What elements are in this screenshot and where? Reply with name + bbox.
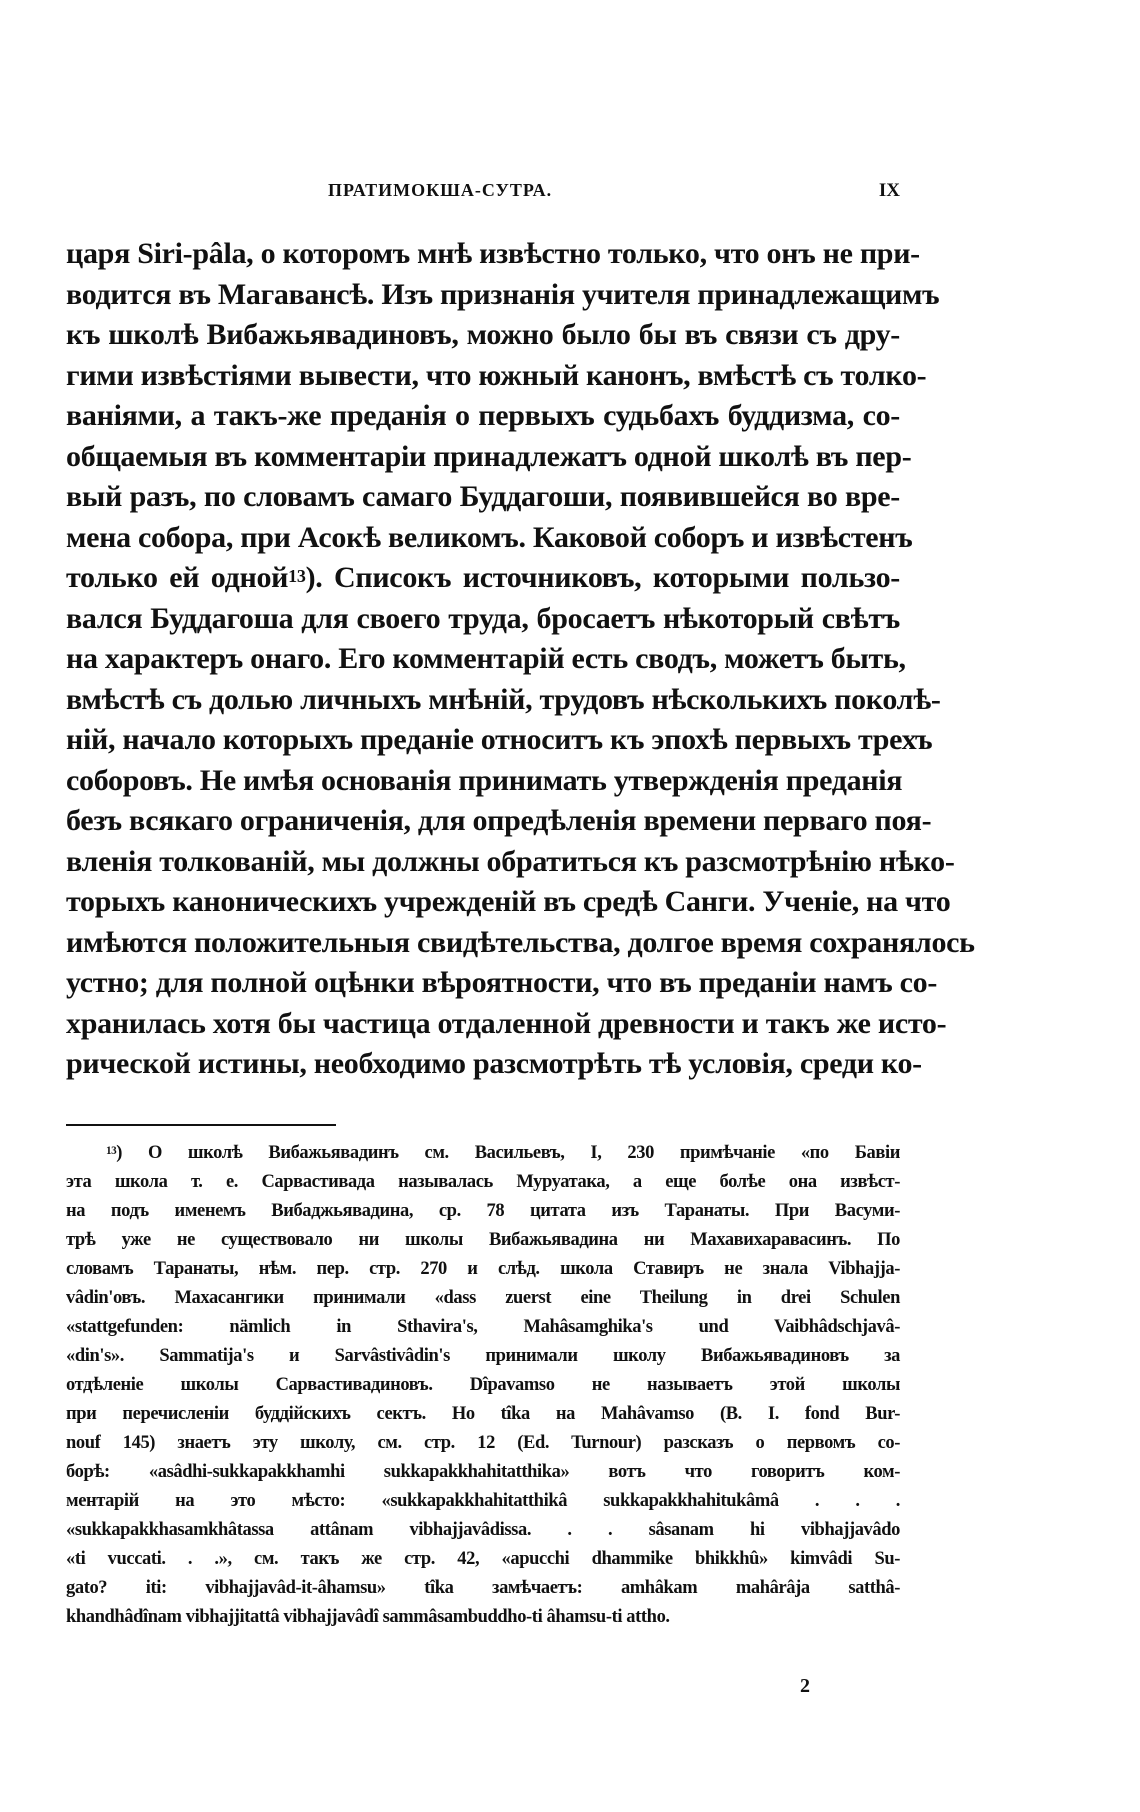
footnote-line: трѣ уже не существовало ни школы Вибажьявадина ни Махавихаравасинъ. По xyxy=(66,1230,900,1250)
body-line: мена собора, при Асокѣ великомъ. Каковой соборъ и извѣстенъ xyxy=(66,520,913,554)
footnote-line: «stattgefunden: nämlich in Sthavira's, Mahâsamghika's und Vaibhâdschjavâ- xyxy=(66,1317,900,1337)
footnote-divider xyxy=(66,1124,336,1126)
body-line: вый разъ, по словамъ самаго Буддагоши, появившейся во вре- xyxy=(66,480,900,513)
footnote-line: «din's». Sammatija's и Sarvâstivâdin's принимали школу Вибажьявадиновъ за xyxy=(66,1346,900,1366)
footnote-line: vâdin'овъ. Махасангики принимали «dass zuerst eine Theilung in drei Schulen xyxy=(66,1288,900,1308)
body-line: рической истины, необходимо разсмотрѣть тѣ условія, среди ко- xyxy=(66,1047,922,1080)
body-line: общаемыя въ комментаріи принадлежатъ одной школѣ въ пер- xyxy=(66,439,912,473)
body-line: имѣются положительныя свидѣтельства, долгое время сохранялось xyxy=(66,925,975,959)
signature-mark: 2 xyxy=(800,1675,810,1697)
footnote-line: nouf 145) знаетъ эту школу, см. стр. 12 (Ed. Turnour) разсказъ о первомъ со- xyxy=(66,1433,900,1453)
body-line: безъ всякаго ограниченія, для опредѣленія времени перваго поя- xyxy=(66,804,932,837)
footnote-line: борѣ: «asâdhi-sukkapakkhamhi sukkapakkhahitatthika» вотъ что говоритъ ком- xyxy=(66,1462,900,1482)
body-line: на характеръ онаго. Его комментарій есть сводъ, можетъ быть, xyxy=(66,642,906,675)
body-line: ній, начало которыхъ преданіе относитъ къ эпохѣ первыхъ трехъ xyxy=(66,723,933,756)
body-line-with-note xyxy=(66,558,900,599)
body-text xyxy=(66,234,975,1085)
footnote-line: gato? iti: vibhajjavâd-it-âhamsu» tîka замѣчаетъ: amhâkam mahârâja satthâ- xyxy=(66,1578,900,1598)
body-line: водится въ Магавансѣ. Изъ признанія учителя принадлежащимъ xyxy=(66,277,940,311)
body-text-fragment: ). Списокъ источниковъ, которыми пользо- xyxy=(305,561,900,594)
footnote-line: ментарій на это мѣсто: «sukkapakkhahitatthikâ sukkapakkhahitukâmâ . . . xyxy=(66,1491,900,1511)
body-text-fragment: только ей одной xyxy=(66,561,289,594)
footnote-line: эта школа т. е. Сарвастивада называлась Муруатака, а еще болѣе она извѣст- xyxy=(66,1172,900,1192)
footnote-line: при перечисленіи буддійскихъ сектъ. Но tîka на Mahâvamso (B. I. fond Bur- xyxy=(66,1404,900,1424)
footnote-line: на подъ именемъ Вибаджьявадина, ср. 78 цитата изъ Таранаты. При Васуми- xyxy=(66,1201,900,1221)
footnote-line: $^{13}$) О школѣ Вибажьявадинъ см. Васильевъ, I, 230 примѣчаніе «по Бавіи xyxy=(106,1143,900,1163)
footnote-line: словамъ Таранаты, нѣм. пер. стр. 270 и слѣд. школа Ставиръ не знала Vibhajja- xyxy=(66,1259,900,1279)
body-line: торыхъ каноническихъ учрежденій въ средѣ Санги. Ученіе, на что xyxy=(66,885,951,918)
body-line: къ школѣ Вибажьявадиновъ, можно было бы въ связи съ дру- xyxy=(66,318,900,351)
body-line: ваніями, а такъ-же преданія о первыхъ судьбахъ буддизма, со- xyxy=(66,399,900,432)
body-line: гими извѣстіями вывести, что южный канонъ, вмѣстѣ съ толко- xyxy=(66,358,927,392)
body-line: вмѣстѣ съ долью личныхъ мнѣній, трудовъ нѣсколькихъ поколѣ- xyxy=(66,682,941,716)
body-line: соборовъ. Не имѣя основанія принимать утвержденія преданія xyxy=(66,763,903,797)
footnote xyxy=(66,1139,900,1632)
body-line: хранилась хотя бы частица отдаленной древности и такъ же исто- xyxy=(66,1006,947,1040)
body-line: царя Siri-pâla, о которомъ мнѣ извѣстно только, что онъ не при- xyxy=(66,237,920,270)
body-line: вленія толкованій, мы должны обратиться къ разсмотрѣнію нѣко- xyxy=(66,844,955,878)
footnote-line: khandhâdînam vibhajjitattâ vibhajjavâdî sammâsambuddho-ti âhamsu-ti attho. xyxy=(66,1607,670,1627)
running-header xyxy=(66,180,900,210)
body-line: устно; для полной оцѣнки вѣроятности, что въ преданіи намъ со- xyxy=(66,966,938,999)
footnote-line: «ti vuccati. . .», см. такъ же стр. 42, «apucchi dhammike bhikkhû» kimvâdi Su- xyxy=(66,1549,900,1569)
footnote-reference[interactable]: 13 xyxy=(288,566,306,586)
body-line: вался Буддагоша для своего труда, бросаетъ нѣкоторый свѣтъ xyxy=(66,601,900,635)
footnote-line: «sukkapakkhasamkhâtassa attânam vibhajjavâdissa. . . sâsanam hi vibhajjavâdo xyxy=(66,1520,900,1540)
page-number: IX xyxy=(878,180,900,201)
footnote-line: отдѣленіе школы Сарвастивадиновъ. Dîpavamso не называетъ этой школы xyxy=(66,1375,900,1395)
footnote-marker: 13 xyxy=(106,1145,117,1157)
running-title: ПРАТИМОКША-СУТРА. xyxy=(328,180,553,200)
